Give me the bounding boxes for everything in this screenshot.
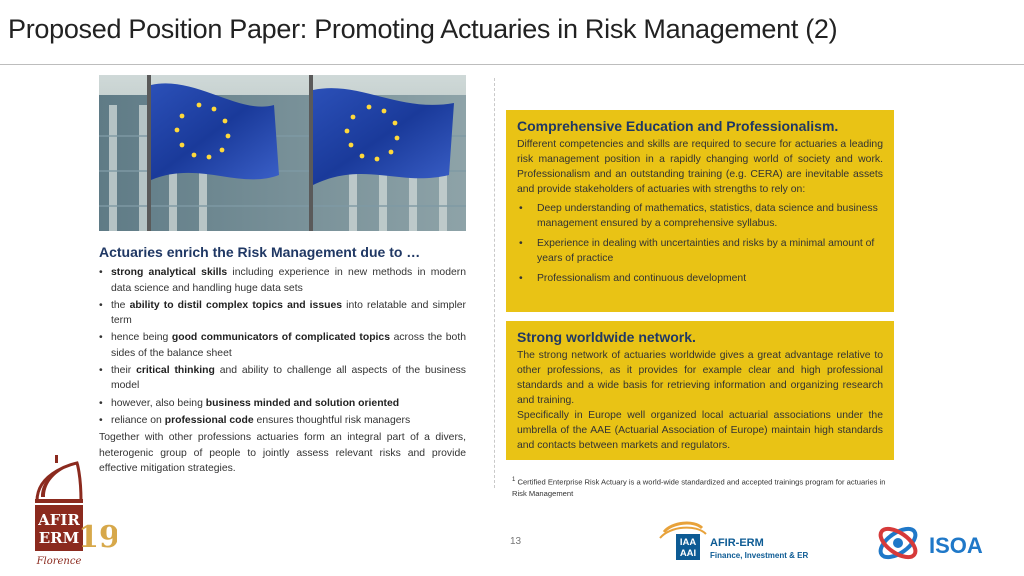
svg-text:Florence: Florence <box>36 556 82 567</box>
svg-text:ERM: ERM <box>38 529 80 547</box>
list-item: • however, also being business minded and solution oriented <box>99 396 466 411</box>
footnote <box>512 475 892 499</box>
education-list <box>517 201 883 286</box>
column-divider <box>494 78 495 488</box>
svg-text:IAA: IAA <box>679 537 697 548</box>
flagpole-left <box>147 75 151 231</box>
afir-erm-logo <box>33 455 117 567</box>
svg-text:AFIR: AFIR <box>38 511 80 529</box>
skills-list <box>99 265 466 428</box>
flagpole-right <box>309 75 313 231</box>
network-heading: Strong worldwide network. <box>517 329 696 345</box>
svg-text:Finance, Investment & ERM: Finance, Investment & ERM <box>710 551 808 560</box>
list-item: • their critical thinking and ability to challenge all aspects of the business model <box>99 363 466 394</box>
network-box <box>506 321 894 460</box>
list-item: • the ability to distil complex topics and issues into relatable and simpler term <box>99 298 466 329</box>
left-content <box>99 245 466 476</box>
education-text: Different competencies and skills are required to secure for actuaries a leading risk management position in a rapidly changing world of society and work. Professionalism and an outstanding training (e.g. CERA) are inevitable assets and provide stakeholders of actuaries with strengths to rely on: <box>517 139 883 195</box>
list-item: • strong analytical skills including experience in new methods in modern data science and handling huge data sets <box>99 265 466 296</box>
list-item: • hence being good communicators of complicated topics across the both sides of the balance sheet <box>99 330 466 361</box>
isoa-logo <box>875 518 990 568</box>
svg-text:ISOA: ISOA <box>929 533 983 558</box>
footnote-text: Certified Enterprise Risk Actuary is a world-wide standardized and accepted trainings program for actuaries in Risk Management <box>512 477 886 498</box>
svg-text:19: 19 <box>78 520 117 555</box>
network-text-1: The strong network of actuaries worldwide gives a great advantage relative to other professions, as it provides for example clear and high professional standards and a wide basis for retrieving information and organizing research and training. <box>517 350 883 406</box>
eu-flags-illustration <box>99 75 466 231</box>
iaa-logo <box>658 518 808 564</box>
page-number: 13 <box>510 536 522 547</box>
slide-title: Proposed Position Paper: Promoting Actuaries in Risk Management (2) <box>8 14 838 44</box>
list-item: • Experience in dealing with uncertainties and risks by a minimal amount of years of practice <box>517 236 883 266</box>
list-item: • Professionalism and continuous development <box>517 271 883 286</box>
isoa-logo-block <box>875 518 990 568</box>
left-closing-paragraph: Together with other professions actuaries form an integral part of a divers, heterogenic group of people to jointly assess relevant risks and provide effective mitigation strategies. <box>99 432 466 474</box>
afir-dome-icon <box>33 455 117 567</box>
education-box <box>506 110 894 312</box>
network-text-2: Specifically in Europe well organized local actuarial associations under the umbrella of the AAE (Actuarial Association of Europe) maintain high standards and contacts between markets and regulators. <box>517 410 883 451</box>
footnote-marker: 1 <box>512 477 516 483</box>
education-heading: Comprehensive Education and Professionalism. <box>517 118 839 134</box>
eu-flags-photo <box>99 75 466 231</box>
list-item: • reliance on professional code ensures thoughtful risk managers <box>99 413 466 428</box>
iaa-afir-erm-logo <box>658 518 808 564</box>
svg-text:AAI: AAI <box>679 548 697 559</box>
left-heading: Actuaries enrich the Risk Management due to … <box>99 244 421 260</box>
svg-text:AFIR-ERM: AFIR-ERM <box>710 537 764 549</box>
list-item: • Deep understanding of mathematics, statistics, data science and business management ensured by a comprehensive syllabus. <box>517 201 883 231</box>
title-divider <box>0 64 1024 65</box>
